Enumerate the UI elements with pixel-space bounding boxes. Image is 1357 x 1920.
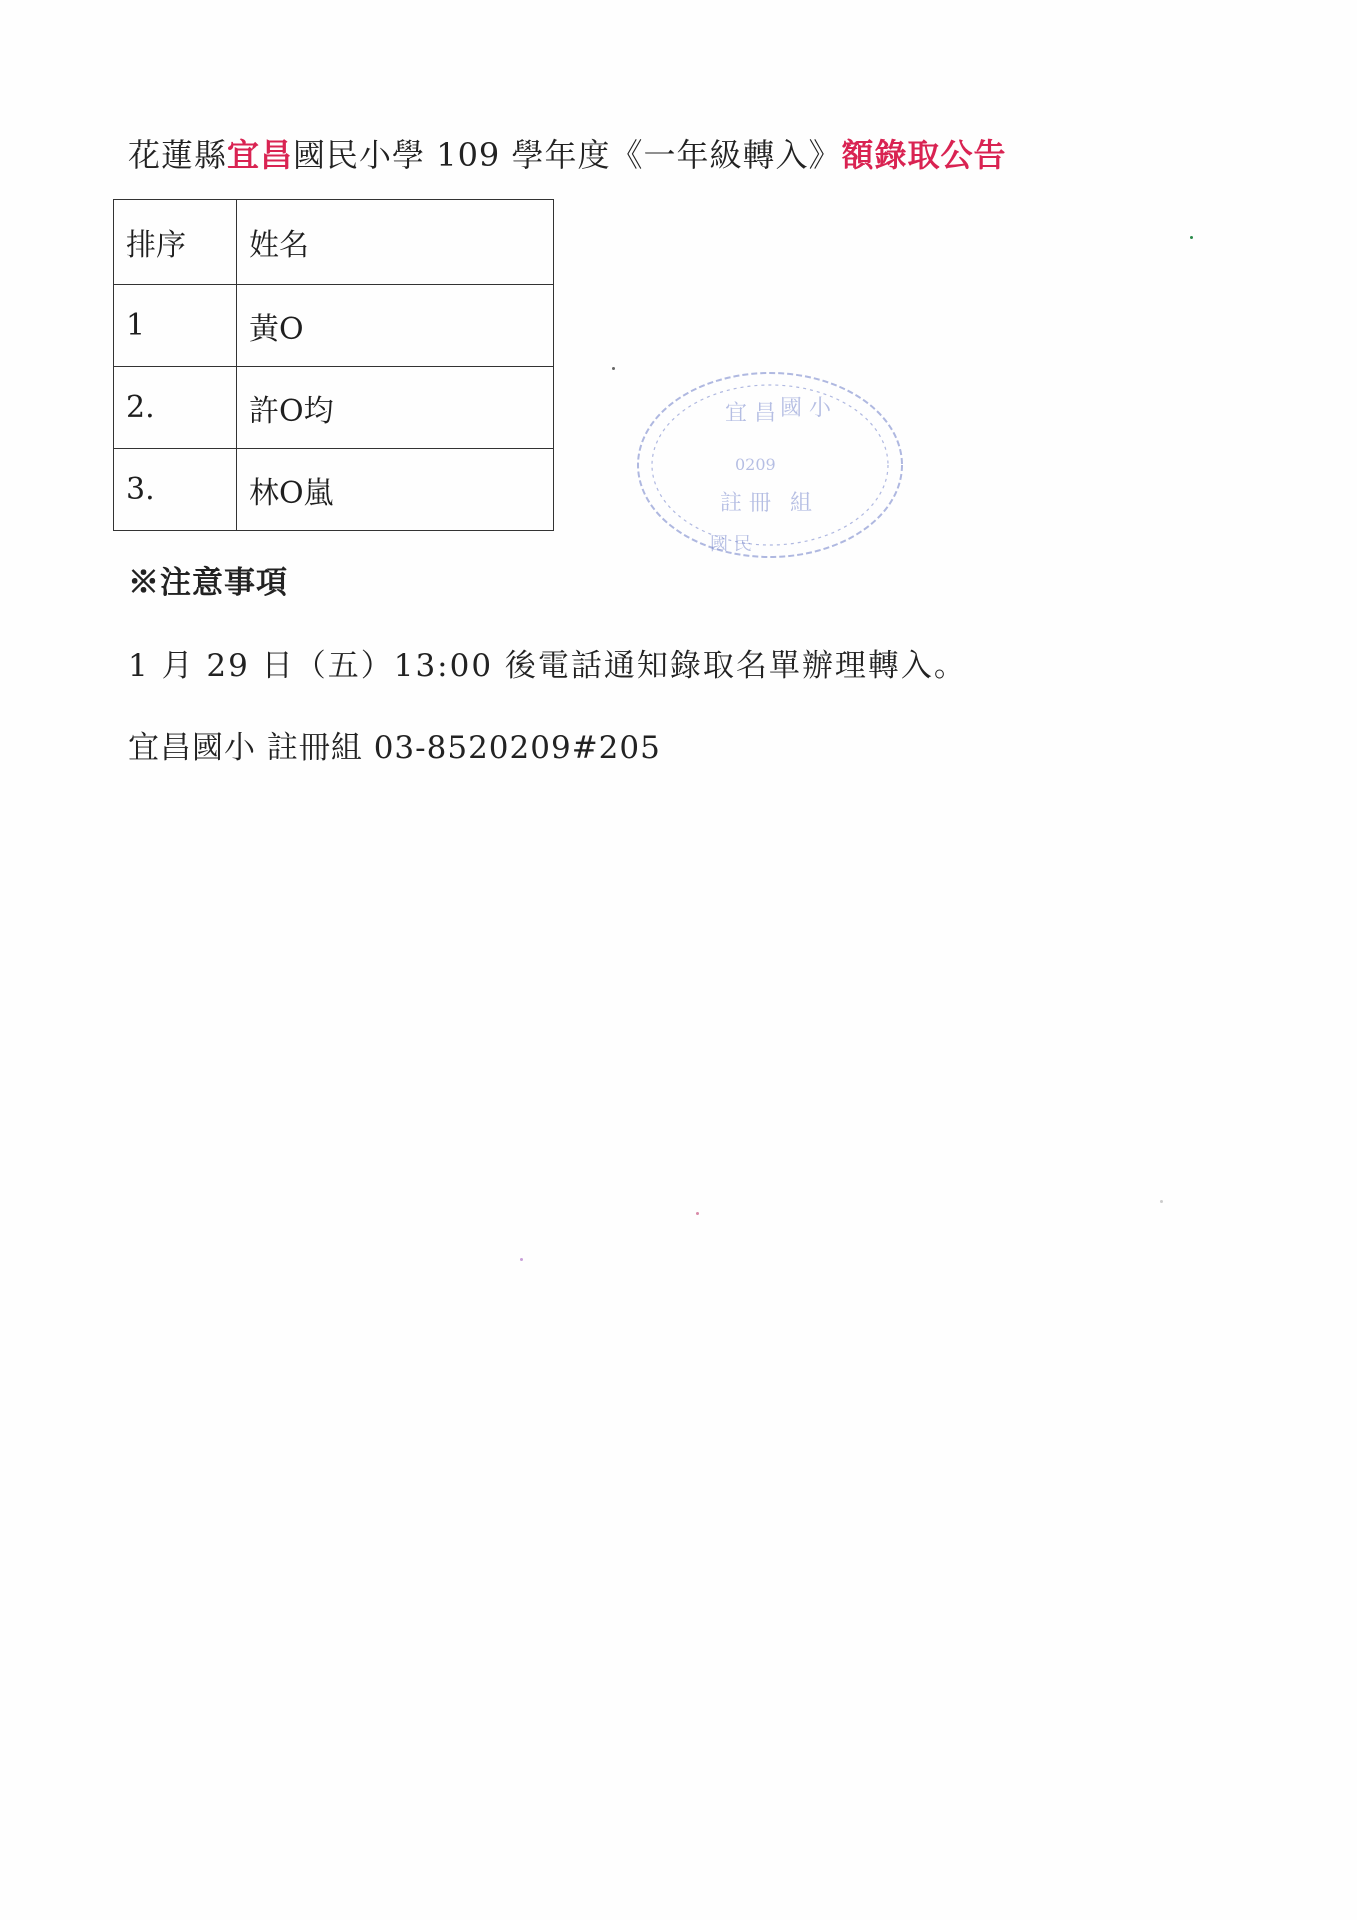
rank-cell: 2. xyxy=(114,367,237,449)
rank-cell: 1 xyxy=(114,285,237,367)
name-cell: 許O均 xyxy=(237,367,554,449)
announcement-title xyxy=(128,130,1006,176)
header-rank: 排序 xyxy=(114,200,237,285)
name-cell: 黃O xyxy=(237,285,554,367)
svg-text:註 冊: 註 冊 xyxy=(720,491,771,516)
notes-heading: ※注意事項 xyxy=(128,565,288,601)
notice-text: 1 月 29 日（五）13:00 後電話通知錄取名單辦理轉入。 xyxy=(128,648,967,684)
official-seal-stamp-icon xyxy=(630,360,910,570)
scan-speck xyxy=(1190,236,1193,239)
name-cell: 林O嵐 xyxy=(237,449,554,531)
svg-text:0209: 0209 xyxy=(735,455,776,474)
scan-speck xyxy=(1160,1200,1163,1203)
title-school: 宜昌 xyxy=(227,136,294,174)
scan-speck xyxy=(520,1258,523,1261)
table-row xyxy=(114,367,554,449)
table-header-row xyxy=(114,200,554,285)
title-county: 花蓮縣 xyxy=(128,136,228,174)
rank-cell: 3. xyxy=(114,449,237,531)
admission-table xyxy=(113,199,554,531)
svg-text:組: 組 xyxy=(790,491,813,516)
svg-text:宜 昌: 宜 昌 xyxy=(725,401,776,426)
header-name: 姓名 xyxy=(237,200,554,285)
scan-speck xyxy=(696,1212,699,1215)
table-row xyxy=(114,449,554,531)
contact-line: 宜昌國小 註冊組 03-8520209#205 xyxy=(128,730,661,766)
table-row xyxy=(114,285,554,367)
svg-text:國 民: 國 民 xyxy=(710,534,752,555)
scan-speck xyxy=(612,367,615,370)
title-middle: 國民小學 109 學年度《一年級轉入》 xyxy=(293,136,842,174)
svg-text:國 小: 國 小 xyxy=(780,396,831,421)
title-suffix: 額錄取公告 xyxy=(841,136,1007,174)
